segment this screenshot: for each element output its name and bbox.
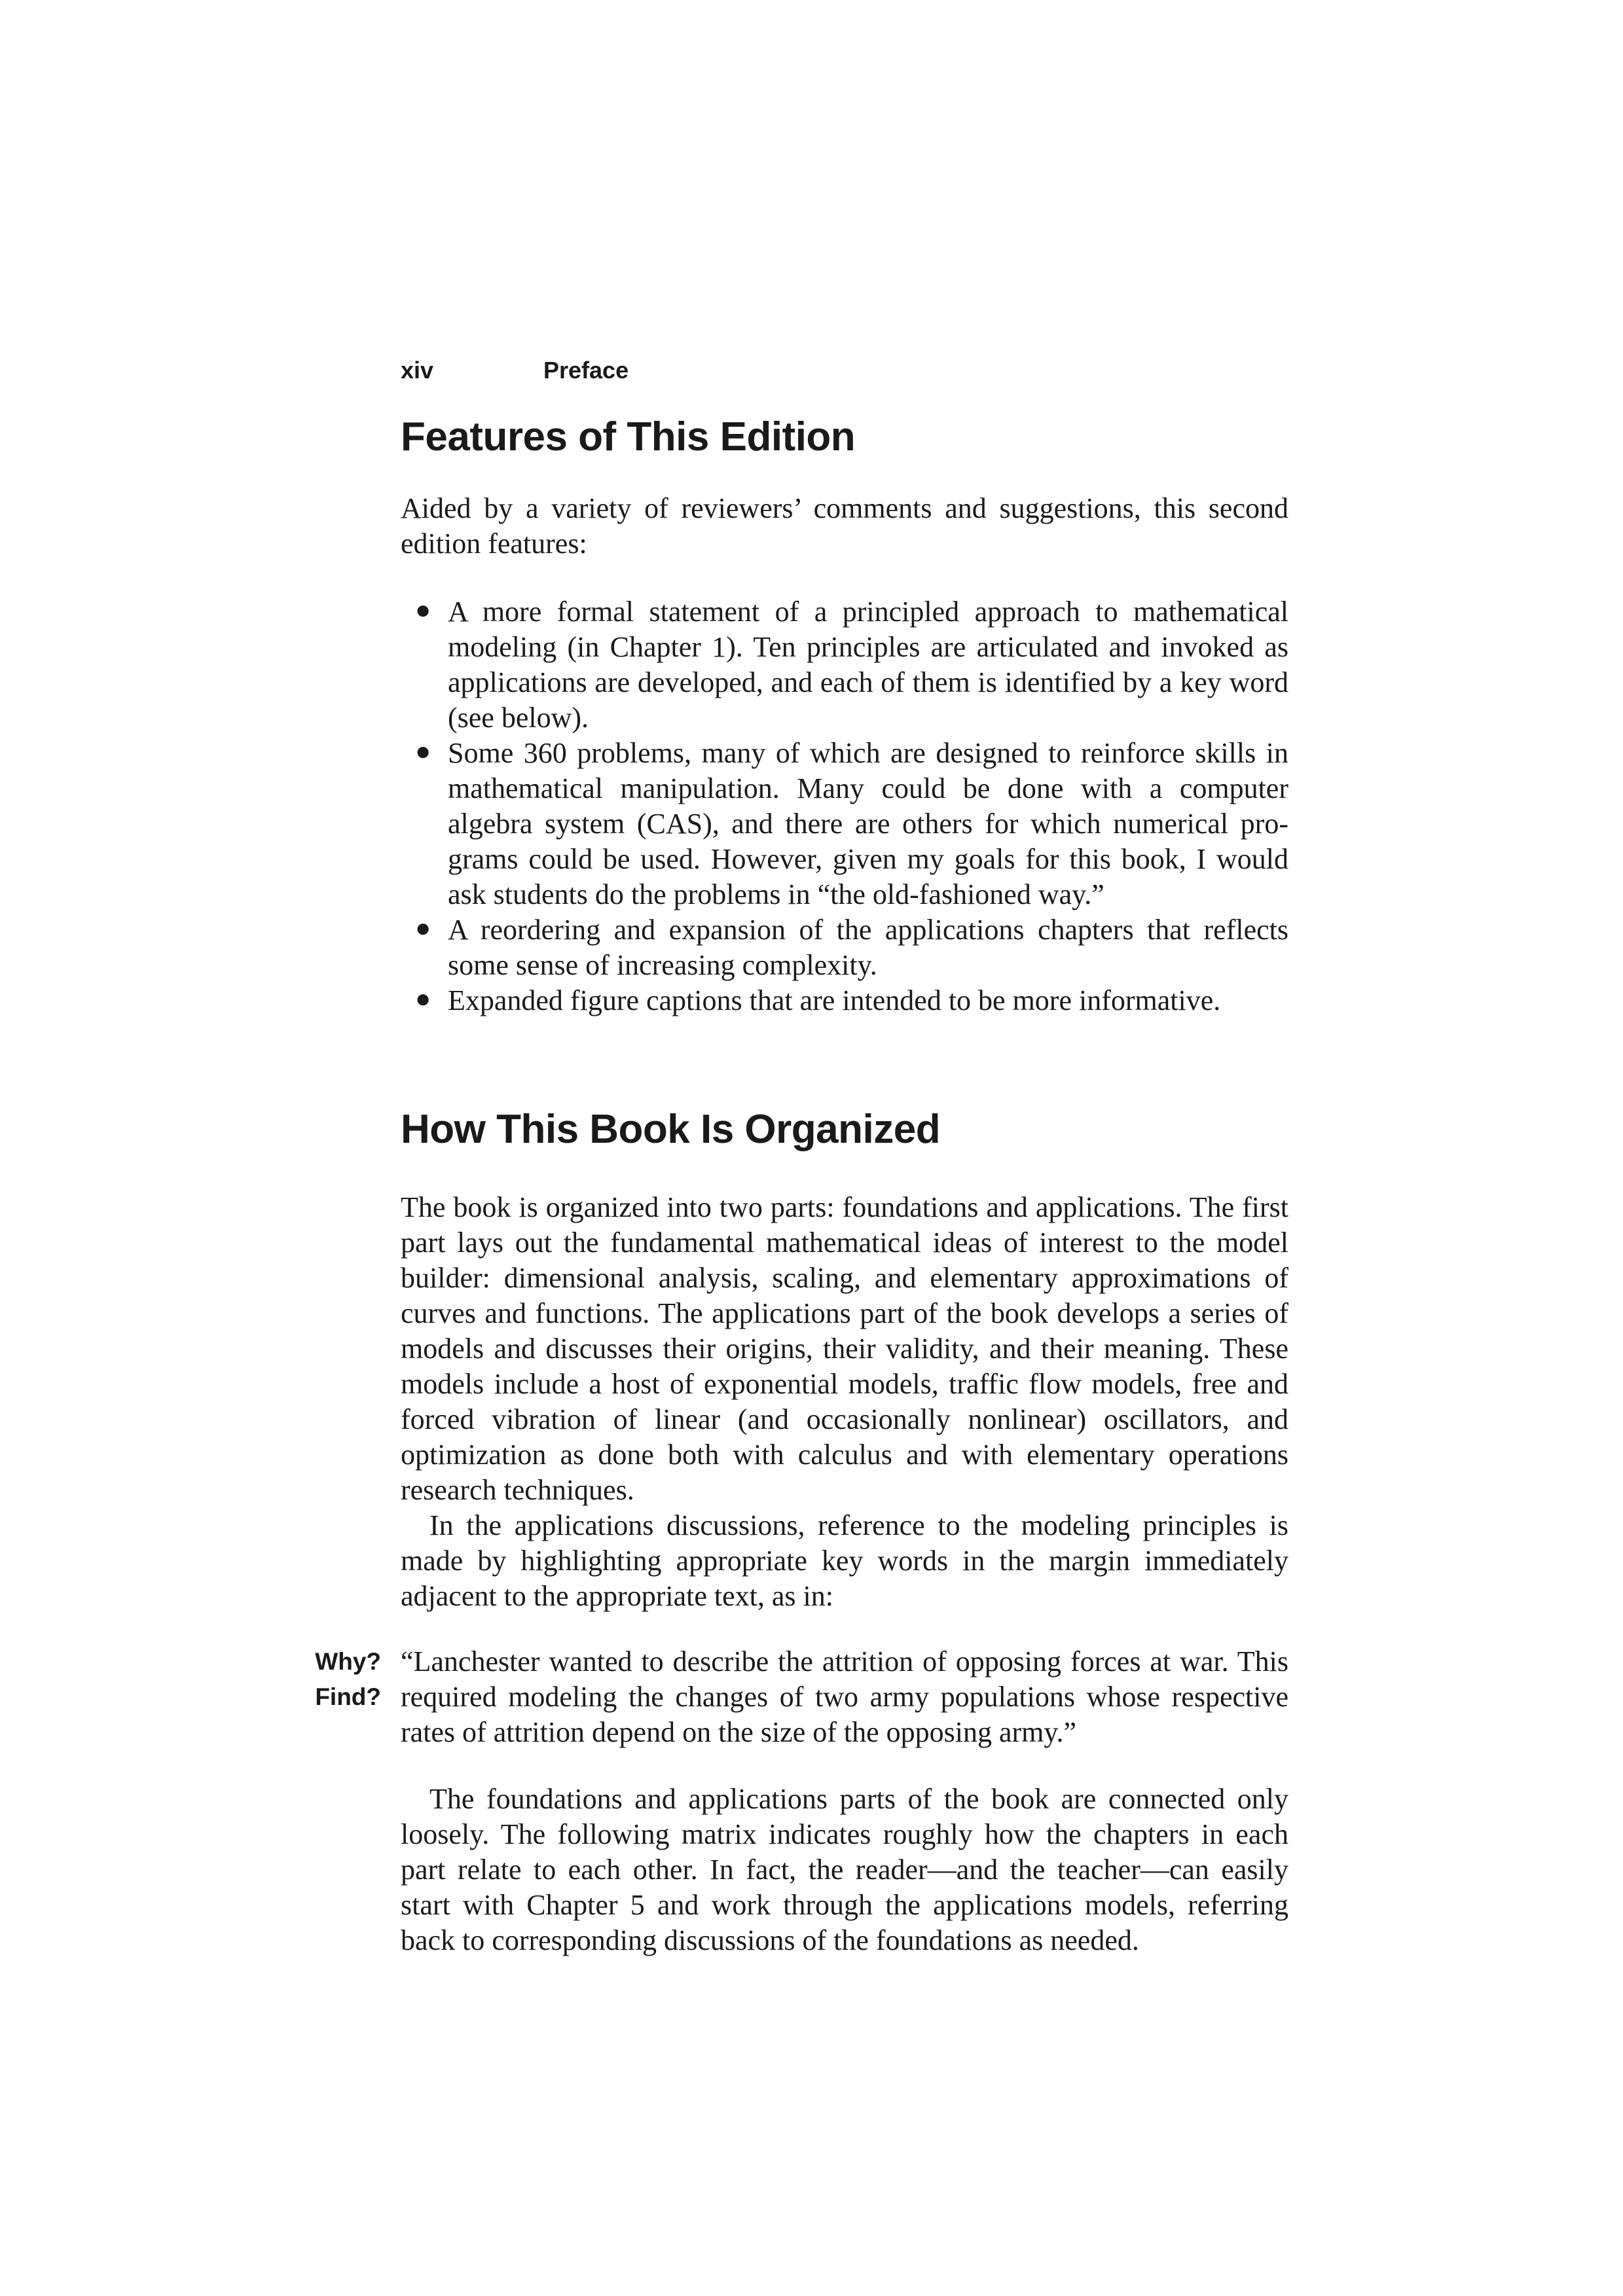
bullet-icon: ● <box>415 595 431 625</box>
margin-keywords <box>289 1644 381 1715</box>
list-item <box>401 594 1288 736</box>
bullet-icon: ● <box>415 736 431 766</box>
text-column <box>315 414 1288 1958</box>
running-head <box>401 359 629 382</box>
list-item <box>401 983 1288 1018</box>
list-item <box>401 912 1288 983</box>
bullet-icon: ● <box>415 984 431 1014</box>
features-intro: Aided by a variety of reviewers’ comments and suggestions, this second edition features: <box>401 492 1288 560</box>
list-item-text: A reordering and expansion of the applications chapters that reflects some sense of increasing complexity. <box>448 914 1288 982</box>
organization-paragraph-3: The foundations and applications parts of the book are connected only loosely. The following matrix indicates roughly how the chapters in each part relate to each other. In fact, the reader—and the teacher—can easily start with Chapter 5 and work through the applications models, referring back to corresponding discussions of the foundations as needed. <box>401 1783 1288 1957</box>
list-item-text: Some 360 problems, many of which are designed to reinforce skills in mathematical manipulation. Many could be done with a computer algebra system (CAS), and there are others for which numerical programs could be used. However, given my goals for this book, I would ask students do the problems in “the old-fashioned way.” <box>448 737 1288 911</box>
margin-keyword-find: Find? <box>315 1683 381 1711</box>
organization-paragraph-2: In the applications discussions, reference to the modeling principles is made by highlighting appropriate key words in the margin immediately adjacent to the appropriate text, as in: <box>401 1509 1288 1613</box>
list-item-text: Expanded figure captions that are intended to be more informative. <box>448 984 1221 1017</box>
features-list <box>401 594 1288 1018</box>
margin-keyword-why: Why? <box>315 1648 381 1676</box>
bullet-icon: ● <box>415 913 431 943</box>
list-item-text: A more formal statement of a principled approach to mathematical modeling (in Chapter 1). Ten principles are articulated and invoked as applications are developed, and each of them is identified by a key word (see below). <box>448 596 1288 734</box>
organization-paragraph-1: The book is organized into two parts: foundations and applications. The first part lays out the fundamental mathematical ideas of interest to the model builder: dimensional analysis, scaling, and elementary approximations of curves and functions. The applications part of the book develops a series of models and discusses their origins, their validity, and their meaning. These models include a host of exponential models, traffic flow models, free and forced vibration of linear (and occasionally nonlinear) oscillators, and optimization as done both with calculus and with elementary operations research techniques. <box>401 1191 1288 1507</box>
example-quote: “Lanchester wanted to describe the attrition of opposing forces at war. This required modeling the changes of two army populations whose respective rates of attrition depend on the size of the opposing army.” <box>401 1645 1288 1749</box>
page-number: xiv <box>401 357 434 384</box>
list-item <box>401 736 1288 912</box>
organization-heading: How This Book Is Organized <box>401 1107 941 1153</box>
running-head-section: Preface <box>543 357 629 384</box>
example-block <box>315 1644 1288 1750</box>
features-heading: Features of This Edition <box>401 414 856 459</box>
